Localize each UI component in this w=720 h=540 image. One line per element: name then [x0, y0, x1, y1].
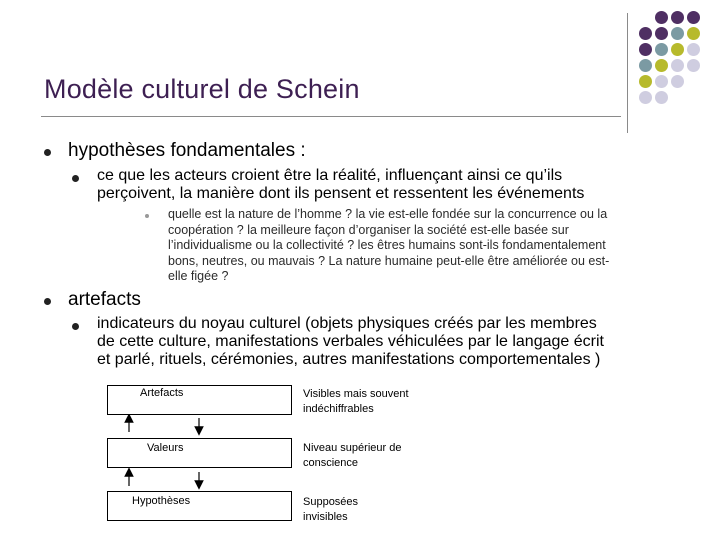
diagram-box-valeurs [107, 438, 292, 468]
hypotheses-detail-line2: coopération ? la meilleure façon d’organiser la société est-elle basée sur [168, 223, 569, 237]
diagram-desc-artefacts-line1: Visibles mais souvent [303, 388, 409, 400]
artefacts-description-line2: de cette culture, manifestations verbales véhiculées par le langage écrit [97, 333, 604, 350]
diagram-desc-hypotheses-line1: Supposées [303, 496, 359, 508]
diagram-desc-artefacts [303, 387, 409, 417]
bullet-hypotheses-heading: hypothèses fondamentales : [68, 140, 306, 161]
diagram-label-hypotheses: Hypothèses [132, 495, 191, 507]
diagram-desc-valeurs-line2: conscience [303, 457, 359, 469]
diagram-desc-hypotheses-line2: invisibles [303, 511, 348, 523]
slide-title: Modèle culturel de Schein [44, 74, 360, 104]
diagram-desc-hypotheses [303, 495, 358, 525]
diagram-desc-valeurs-line1: Niveau supérieur de [303, 442, 402, 454]
artefacts-description-line1: indicateurs du noyau culturel (objets physiques créés par les membres [97, 315, 597, 332]
diagram-label-valeurs: Valeurs [147, 442, 184, 454]
bullet-artefacts-heading: artefacts [68, 289, 141, 310]
diagram-desc-artefacts-line2: indéchiffrables [303, 403, 374, 415]
diagram-box-artefacts [107, 385, 292, 415]
hypotheses-detail-line3: l’individualisme ou la collectivité ? les êtres humains sont-ils fondamentalement [168, 238, 606, 252]
diagram-label-artefacts: Artefacts [140, 387, 184, 399]
hypotheses-description-line2: perçoivent, la manière dont ils pensent et ressentent les événements [97, 185, 585, 202]
hypotheses-detail-line1: quelle est la nature de l’homme ? la vie est-elle fondée sur la concurrence ou la [168, 207, 608, 221]
diagram-desc-valeurs [303, 441, 401, 471]
hypotheses-detail-line4: bons, neutres, ou mauvais ? La nature humaine peut-elle être améliorée ou est- [168, 254, 610, 268]
artefacts-description-line3: et parlé, rituels, cérémonies, autres manifestations comportementales ) [97, 351, 601, 368]
hypotheses-description-line1: ce que les acteurs croient être la réalité, influençant ainsi ce qu’ils [97, 167, 563, 184]
hypotheses-detail-line5: elle figée ? [168, 269, 229, 283]
